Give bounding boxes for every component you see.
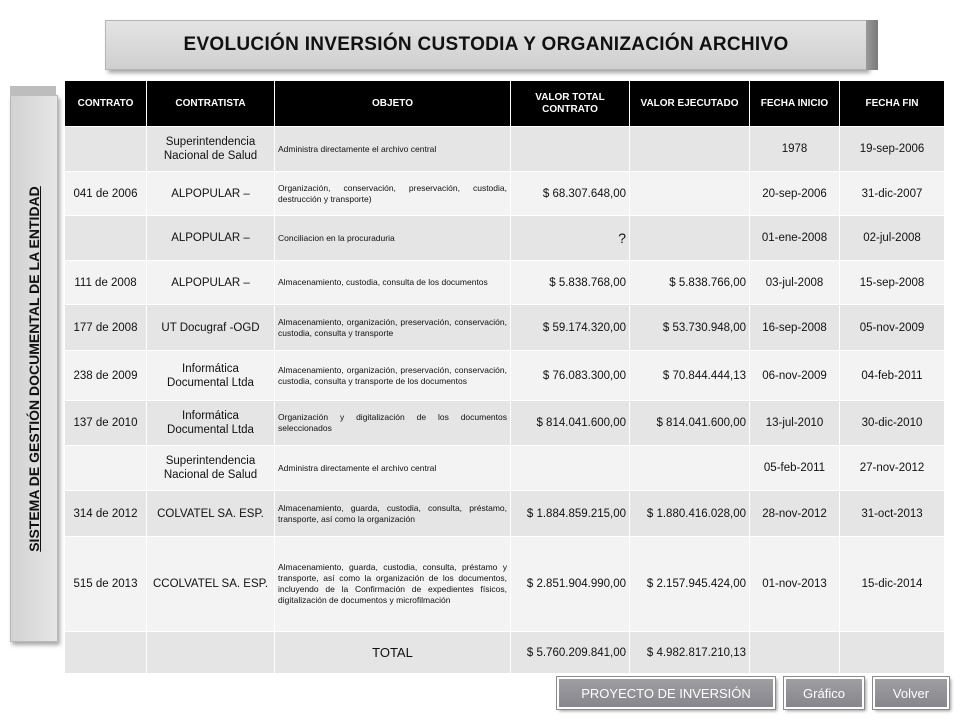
- cell-valor-total: [511, 446, 630, 491]
- cell-empty: [65, 632, 147, 674]
- table-row: [65, 491, 945, 537]
- contracts-table-wrap: [64, 80, 944, 674]
- cell-valor-ejecutado: [630, 216, 750, 261]
- cell-fecha-fin: 15-sep-2008: [840, 261, 945, 305]
- cell-contratista: Informática Documental Ltda: [147, 351, 275, 401]
- cell-empty: [840, 632, 945, 674]
- volver-button[interactable]: Volver: [873, 677, 949, 709]
- cell-contratista: Informática Documental Ltda: [147, 401, 275, 446]
- cell-empty: [147, 632, 275, 674]
- cell-contrato: 238 de 2009: [65, 351, 147, 401]
- cell-objeto: Almacenamiento, guarda, custodia, consulta, préstamo y transporte, así como la organización de los documentos, incluyendo de la Confirmación de expedientes físicos, digitalización de documentos y microfilmación: [275, 537, 511, 632]
- cell-fecha-fin: 02-jul-2008: [840, 216, 945, 261]
- cell-valor-ejecutado: $ 53.730.948,00: [630, 305, 750, 351]
- cell-fecha-fin: 19-sep-2006: [840, 127, 945, 172]
- cell-fecha-inicio: 13-jul-2010: [750, 401, 840, 446]
- cell-objeto: Organización y digitalización de los documentos seleccionados: [275, 401, 511, 446]
- cell-fecha-inicio: 20-sep-2006: [750, 172, 840, 216]
- cell-fecha-fin: 27-nov-2012: [840, 446, 945, 491]
- title-banner: [105, 20, 867, 70]
- table-row: [65, 305, 945, 351]
- header-fecha-inicio: FECHA INICIO: [750, 81, 840, 127]
- table-row: [65, 261, 945, 305]
- cell-contrato: 111 de 2008: [65, 261, 147, 305]
- cell-objeto: Administra directamente el archivo central: [275, 127, 511, 172]
- cell-fecha-fin: 04-feb-2011: [840, 351, 945, 401]
- grafico-button[interactable]: Gráfico: [784, 677, 864, 709]
- cell-fecha-fin: 15-dic-2014: [840, 537, 945, 632]
- cell-contrato: 177 de 2008: [65, 305, 147, 351]
- cell-fecha-fin: 05-nov-2009: [840, 305, 945, 351]
- contracts-table: [64, 80, 945, 674]
- cell-contrato: 314 de 2012: [65, 491, 147, 537]
- cell-objeto: Administra directamente el archivo central: [275, 446, 511, 491]
- cell-valor-total: $ 2.851.904.990,00: [511, 537, 630, 632]
- cell-contrato: 137 de 2010: [65, 401, 147, 446]
- cell-valor-total: $ 1.884.859.215,00: [511, 491, 630, 537]
- cell-valor-total: ?: [511, 216, 630, 261]
- cell-valor-ejecutado: $ 70.844.444,13: [630, 351, 750, 401]
- cell-fecha-inicio: 06-nov-2009: [750, 351, 840, 401]
- cell-fecha-fin: 31-oct-2013: [840, 491, 945, 537]
- page-title: EVOLUCIÓN INVERSIÓN CUSTODIA Y ORGANIZACIÓN ARCHIVO: [183, 34, 789, 55]
- header-contrato: CONTRATO: [65, 81, 147, 127]
- header-valor-ejecutado: VALOR EJECUTADO: [630, 81, 750, 127]
- cell-valor-total: [511, 127, 630, 172]
- cell-valor-total: $ 76.083.300,00: [511, 351, 630, 401]
- cell-contratista: Superintendencia Nacional de Salud: [147, 446, 275, 491]
- cell-valor-ejecutado: [630, 172, 750, 216]
- cell-valor-ejecutado: $ 1.880.416.028,00: [630, 491, 750, 537]
- cell-contrato: [65, 127, 147, 172]
- cell-objeto: Conciliacion en la procuraduria: [275, 216, 511, 261]
- cell-fecha-inicio: 01-ene-2008: [750, 216, 840, 261]
- cell-valor-total: $ 68.307.648,00: [511, 172, 630, 216]
- cell-contrato: 041 de 2006: [65, 172, 147, 216]
- table-row: [65, 127, 945, 172]
- cell-contrato: [65, 446, 147, 491]
- cell-contrato: [65, 216, 147, 261]
- cell-objeto: Organización, conservación, preservación, custodia, destrucción y transporte): [275, 172, 511, 216]
- cell-contratista: ALPOPULAR –: [147, 216, 275, 261]
- cell-contratista: ALPOPULAR –: [147, 261, 275, 305]
- cell-valor-ejecutado: [630, 446, 750, 491]
- cell-valor-ejecutado: $ 2.157.945.424,00: [630, 537, 750, 632]
- table-row: [65, 537, 945, 632]
- table-body: [65, 127, 945, 674]
- cell-fecha-inicio: 01-nov-2013: [750, 537, 840, 632]
- header-valor-total: VALOR TOTAL CONTRATO: [511, 81, 630, 127]
- cell-empty: [750, 632, 840, 674]
- cell-valor-total: $ 814.041.600,00: [511, 401, 630, 446]
- total-valor-total: $ 5.760.209.841,00: [511, 632, 630, 674]
- side-label: SISTEMA DE GESTIÓN DOCUMENTAL DE LA ENTIDAD: [26, 185, 42, 552]
- table-row: [65, 446, 945, 491]
- cell-valor-ejecutado: $ 5.838.766,00: [630, 261, 750, 305]
- cell-objeto: Almacenamiento, organización, preservación, conservación, custodia, consulta y transporte de los documentos: [275, 351, 511, 401]
- cell-valor-total: $ 5.838.768,00: [511, 261, 630, 305]
- proyecto-inversion-button[interactable]: PROYECTO DE INVERSIÓN: [557, 677, 775, 709]
- table-total-row: [65, 632, 945, 674]
- cell-valor-ejecutado: [630, 127, 750, 172]
- table-row: [65, 401, 945, 446]
- cell-fecha-inicio: 1978: [750, 127, 840, 172]
- cell-contratista: ALPOPULAR –: [147, 172, 275, 216]
- total-label: TOTAL: [275, 632, 511, 674]
- cell-valor-total: $ 59.174.320,00: [511, 305, 630, 351]
- cell-fecha-inicio: 28-nov-2012: [750, 491, 840, 537]
- header-objeto: OBJETO: [275, 81, 511, 127]
- table-row: [65, 216, 945, 261]
- cell-objeto: Almacenamiento, custodia, consulta de los documentos: [275, 261, 511, 305]
- cell-contratista: UT Docugraf -OGD: [147, 305, 275, 351]
- cell-contratista: CCOLVATEL SA. ESP.: [147, 537, 275, 632]
- cell-fecha-inicio: 16-sep-2008: [750, 305, 840, 351]
- header-fecha-fin: FECHA FIN: [840, 81, 945, 127]
- table-row: [65, 351, 945, 401]
- side-panel: [10, 95, 58, 642]
- cell-fecha-fin: 31-dic-2007: [840, 172, 945, 216]
- cell-fecha-inicio: 05-feb-2011: [750, 446, 840, 491]
- cell-contratista: Superintendencia Nacional de Salud: [147, 127, 275, 172]
- cell-objeto: Almacenamiento, organización, preservación, conservación, custodia, consulta y transporte: [275, 305, 511, 351]
- table-row: [65, 172, 945, 216]
- table-header-row: [65, 81, 945, 127]
- cell-valor-ejecutado: $ 814.041.600,00: [630, 401, 750, 446]
- cell-objeto: Almacenamiento, guarda, custodia, consulta, préstamo, transporte, así como la organización: [275, 491, 511, 537]
- cell-contratista: COLVATEL SA. ESP.: [147, 491, 275, 537]
- cell-fecha-inicio: 03-jul-2008: [750, 261, 840, 305]
- header-contratista: CONTRATISTA: [147, 81, 275, 127]
- cell-fecha-fin: 30-dic-2010: [840, 401, 945, 446]
- total-valor-ejecutado: $ 4.982.817.210,13: [630, 632, 750, 674]
- cell-contrato: 515 de 2013: [65, 537, 147, 632]
